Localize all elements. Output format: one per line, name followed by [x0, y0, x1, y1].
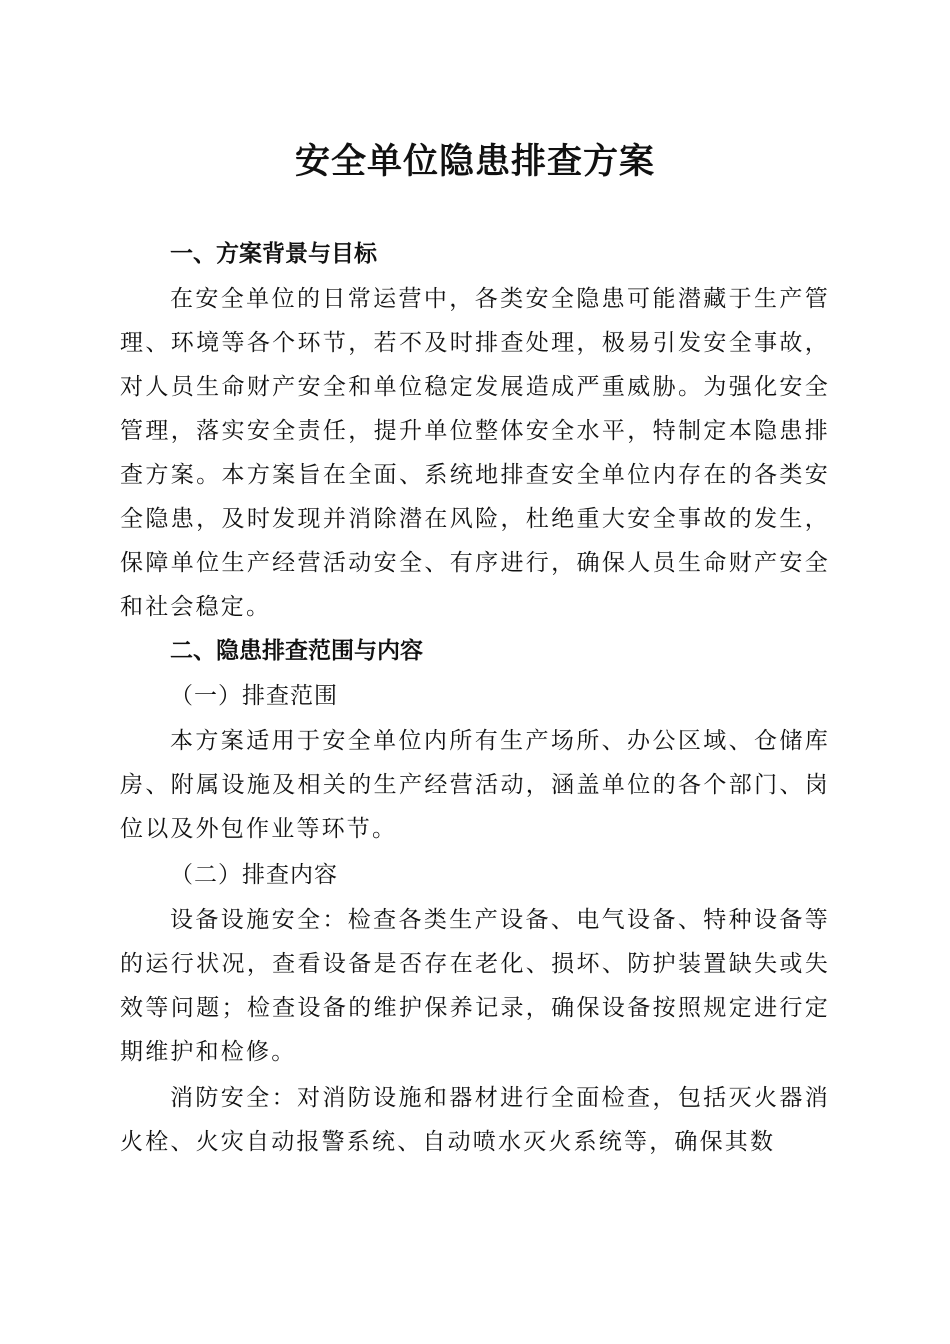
content-subheading: （二）排查内容: [170, 862, 338, 888]
scope-subheading: （一）排查范围: [170, 683, 338, 709]
document-body: [120, 232, 830, 1164]
scope-paragraph: 本方案适用于安全单位内所有生产场所、办公区域、仓储库房、附属设施及相关的生产经营活动，涵盖单位的各个部门、岗位以及外包作业等环节。: [120, 728, 830, 842]
fire-safety-paragraph: 消防安全：对消防设施和器材进行全面检查，包括灭火器消火栓、火灾自动报警系统、自动喷水灭火系统等，确保其数: [120, 1085, 830, 1155]
section-2-heading: 二、隐患排查范围与内容: [170, 638, 423, 664]
equipment-paragraph: 设备设施安全：检查各类生产设备、电气设备、特种设备等的运行状况，查看设备是否存在老化、损坏、防护装置缺失或失效等问题；检查设备的维护保养记录，确保设备按照规定进行定期维护和检修。: [120, 907, 830, 1065]
document-title: 安全单位隐患排查方案: [294, 141, 655, 182]
section-1-heading: 一、方案背景与目标: [170, 241, 377, 267]
section-1-paragraph: 在安全单位的日常运营中，各类安全隐患可能潜藏于生产管理、环境等各个环节，若不及时排查处理，极易引发安全事故，对人员生命财产安全和单位稳定发展造成严重威胁。为强化安全管理，落实安全责任，提升单位整体安全水平，特制定本隐患排查方案。本方案旨在全面、系统地排查安全单位内存在的各类安全隐患，及时发现并消除潜在风险，杜绝重大安全事故的发生，保障单位生产经营活动安全、有序进行，确保人员生命财产安全和社会稳定。: [120, 286, 830, 620]
